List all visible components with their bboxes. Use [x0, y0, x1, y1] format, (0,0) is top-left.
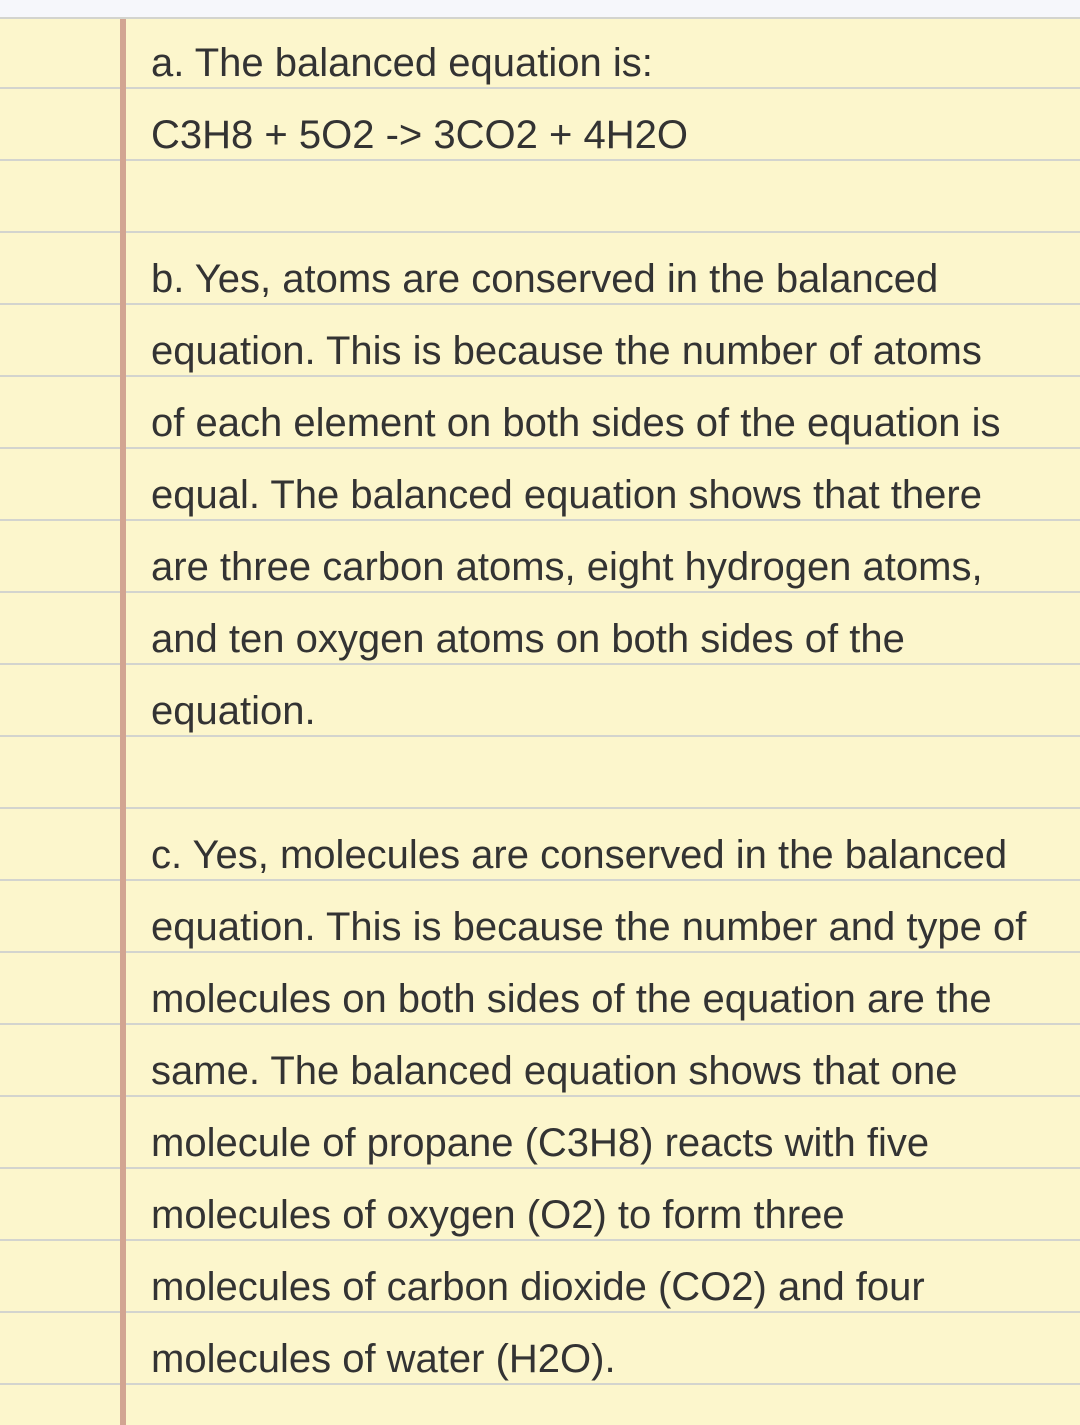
paper-top-border: [0, 17, 1080, 19]
answer-b-line-1: b. Yes, atoms are conserved in the balanced: [151, 257, 939, 301]
answer-b-line-6: and ten oxygen atoms on both sides of the: [151, 617, 905, 661]
margin-line: [120, 19, 126, 1425]
answer-c-line-7: molecules of carbon dioxide (CO2) and four: [151, 1265, 925, 1309]
answer-c-line-4: same. The balanced equation shows that one: [151, 1049, 958, 1093]
answer-b-line-4: equal. The balanced equation shows that there: [151, 473, 982, 517]
answer-c-line-8: molecules of water (H2O).: [151, 1337, 616, 1381]
answer-c-line-5: molecule of propane (C3H8) reacts with five: [151, 1121, 930, 1165]
answer-c-line-6: molecules of oxygen (O2) to form three: [151, 1193, 845, 1237]
blank-line: [151, 747, 1076, 819]
answer-b-line-5: are three carbon atoms, eight hydrogen atoms,: [151, 545, 983, 589]
answer-b-line-7: equation.: [151, 689, 316, 733]
answer-c-line-3: molecules on both sides of the equation are the: [151, 977, 992, 1021]
top-strip: [0, 0, 1080, 17]
answer-b-line-2: equation. This is because the number of atoms: [151, 329, 982, 373]
answer-c-line-1: c. Yes, molecules are conserved in the balanced: [151, 833, 1008, 877]
answer-a-heading: a. The balanced equation is:: [151, 41, 653, 85]
blank-line: [151, 171, 1076, 243]
answer-a-equation: C3H8 + 5O2 -> 3CO2 + 4H2O: [151, 113, 688, 157]
notes-text: [151, 27, 1076, 1395]
answer-b-line-3: of each element on both sides of the equation is: [151, 401, 1001, 445]
answer-c-line-2: equation. This is because the number and type of: [151, 905, 1027, 949]
